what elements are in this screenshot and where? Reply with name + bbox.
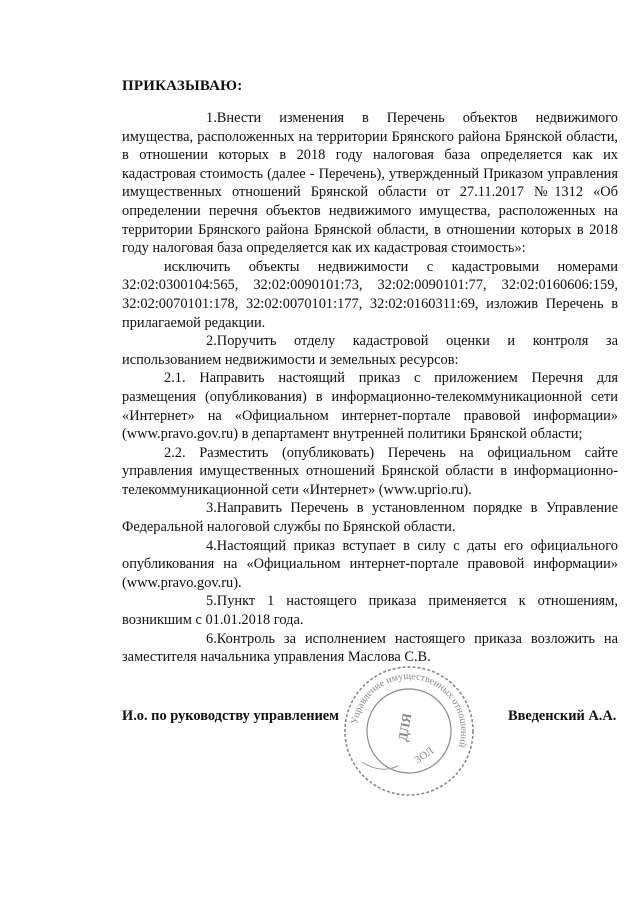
paragraph-2-2 — [122, 444, 618, 500]
paragraph-text: Поручить отделу кадастровой оценки и контроля за использованием недвижимости и земельных ресурсов: — [122, 333, 618, 368]
paragraph-text: исключить объекты недвижимости с кадастровыми номерами 32:02:0300104:565, 32:02:0090101:73, 32:02:0090101:77, 32:02:0160606:159, 32:02:0070101:178, 32:02:0070101:177, 32:02:0160311:69, изложив Перечень в прилагаемой редакции. — [122, 258, 618, 331]
paragraph-text: 2.1. Направить настоящий приказ с приложением Перечня для размещения (опубликования) в информационно-телекоммуникационной сети «Интернет» на «Официальном интернет-портале правовой информации» (www.pravo.gov.ru) в департамент внутренней политики Брянской области; — [122, 370, 618, 443]
seal-center-text: ДЛЯ — [394, 712, 415, 743]
paragraph-number: 6. — [206, 630, 217, 647]
paragraph-1 — [122, 109, 618, 258]
signatory-position: И.о. по руководству управлением — [122, 708, 339, 724]
paragraph-number: 5. — [206, 593, 217, 610]
paragraph-4 — [122, 537, 618, 593]
signatory-name: Введенский А.А. — [508, 708, 617, 724]
paragraph-1-exclusion — [122, 258, 618, 332]
paragraph-text: 2.2. Разместить (опубликовать) Перечень на официальном сайте управления имущественных отношений Брянской области в информационно-телекоммуникационной сети «Интернет» (www.uprio.ru). — [122, 444, 618, 498]
seal-scribble — [362, 762, 398, 769]
official-seal — [340, 662, 478, 800]
paragraph-number: 2. — [206, 333, 217, 350]
paragraph-number: 4. — [206, 537, 217, 554]
paragraph-text: Пункт 1 настоящего приказа применяется к отношениям, возникшим с 01.01.2018 года. — [122, 593, 618, 629]
order-heading: ПРИКАЗЫВАЮ: — [122, 78, 243, 94]
seal-ring-text: Управление имущественных отношений — [349, 670, 470, 749]
paragraph-3 — [122, 499, 618, 536]
paragraph-text: Настоящий приказ вступает в силу с даты его официального опубликования на «Официальном интернет-портале правовой информации» (www.pravo.gov.ru). — [122, 537, 618, 591]
paragraph-number: 3. — [206, 500, 217, 517]
paragraph-number: 1. — [206, 110, 217, 126]
order-body — [122, 109, 618, 667]
paragraph-2 — [122, 332, 618, 369]
paragraph-2-1 — [122, 369, 618, 443]
paragraph-text: Контроль за исполнением настоящего приказа возложить на заместителя начальника управления Маслова С.В. — [122, 630, 618, 666]
seal-center-text-2: ЗОЛ — [412, 744, 437, 767]
paragraph-text: Внести изменения в Перечень объектов недвижимого имущества, расположенных на территории Брянского района Брянской области, в отношении которых в 2018 году налоговая база определяется как их кадастровая стоимость (далее - Перечень), утвержденный Приказом управления имущественных отношений Брянской области от 27.11.2017 №1312 «Об определении перечня объектов недвижимого имущества, расположенных на территории Брянского района Брянской области, в отношении которых в 2018 году налоговая база определяется как их кадастровая стоимость»: — [122, 110, 618, 257]
paragraph-text: Направить Перечень в установленном порядке в Управление Федеральной налоговой службы по Брянской области. — [122, 500, 618, 536]
paragraph-5 — [122, 592, 618, 629]
